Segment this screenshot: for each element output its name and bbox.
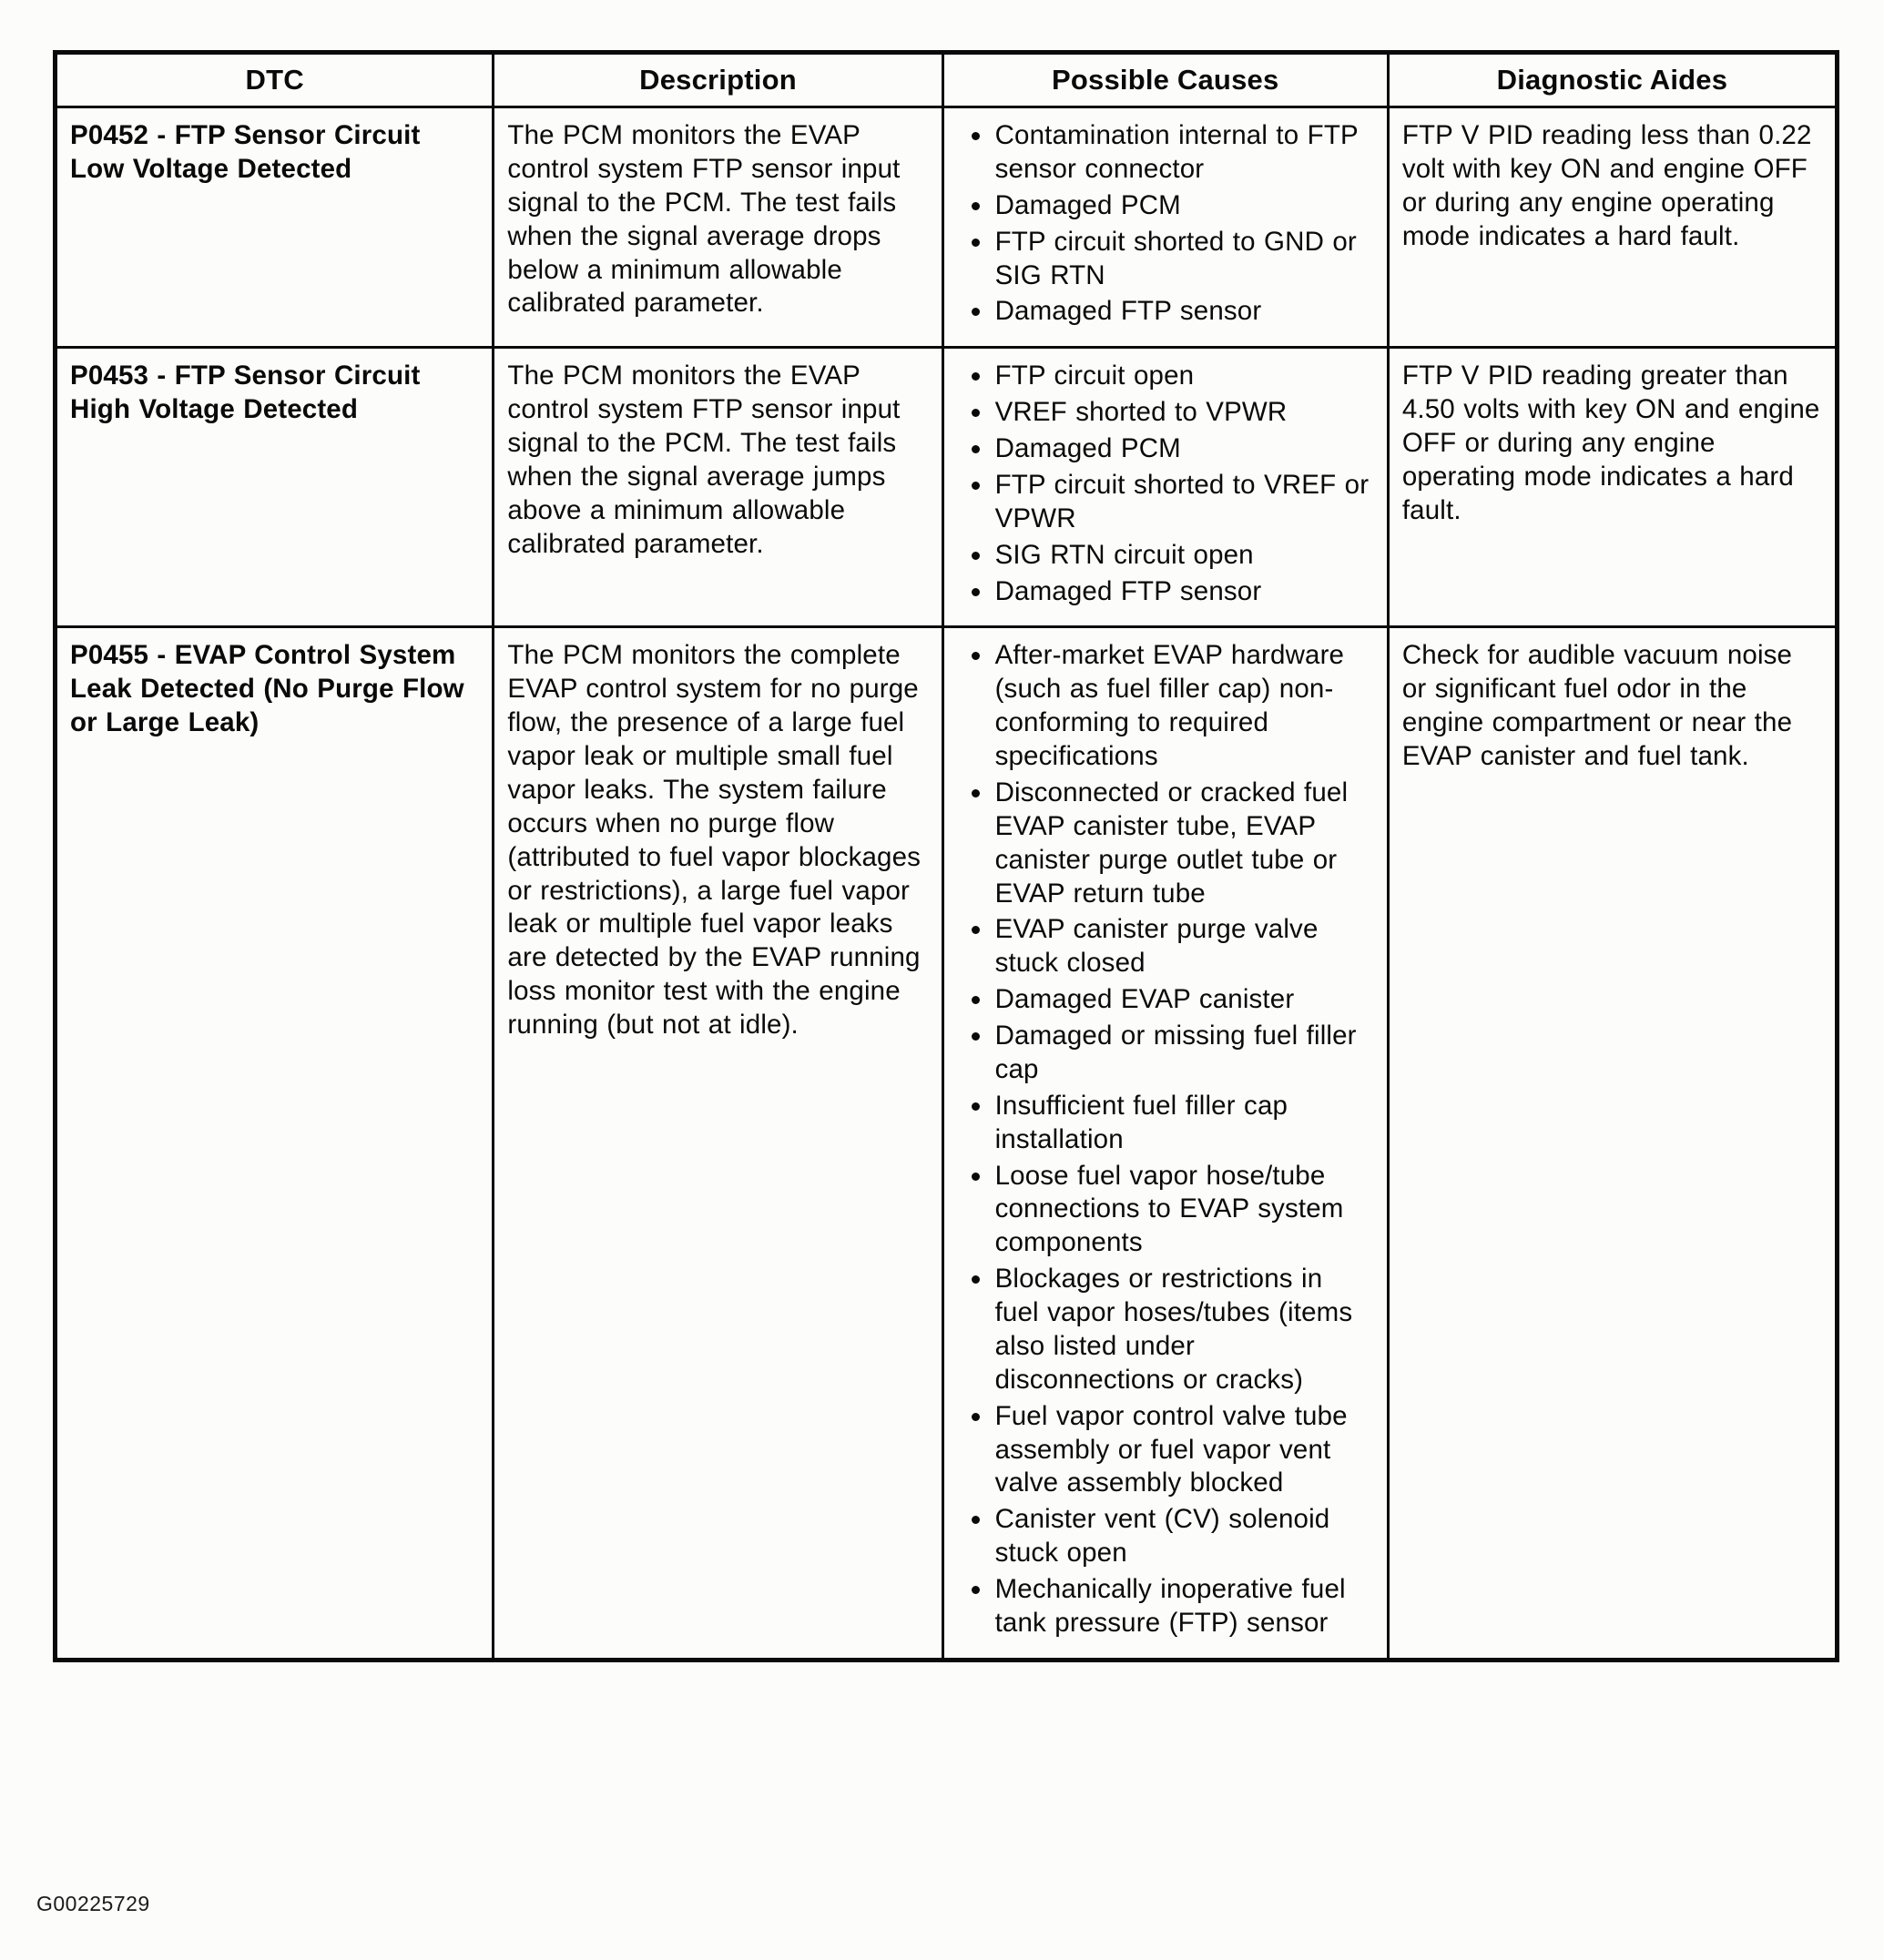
causes-list <box>957 639 1374 1640</box>
description-cell: The PCM monitors the complete EVAP control system for no purge flow, the presence of a large fuel vapor leak or multiple small fuel vapor leaks. The system failure occurs when no purge flow (attributed to fuel vapor blockages or restrictions), a large fuel vapor leak or multiple fuel vapor leaks are detected by the EVAP running loss monitor test with the engine running (but not at idle). <box>494 627 942 1660</box>
aides-cell: Check for audible vacuum noise or significant fuel odor in the engine compartment or near the EVAP canister and fuel tank. <box>1388 627 1837 1660</box>
figure-id: G00225729 <box>36 1892 150 1915</box>
table-row-p0455 <box>56 627 1838 1660</box>
cause-item: • Damaged FTP sensor <box>993 575 1374 609</box>
cause-item: • Damaged PCM <box>993 189 1374 223</box>
cause-item: • Insufficient fuel filler cap installation <box>993 1090 1374 1157</box>
cause-item: • Fuel vapor control valve tube assembly or fuel vapor vent valve assembly blocked <box>993 1400 1374 1501</box>
table-header-possible-causes: Possible Causes <box>942 53 1388 107</box>
causes-cell <box>942 107 1388 348</box>
table-header-description: Description <box>494 53 942 107</box>
table-header-row <box>56 53 1838 107</box>
cause-item: • Damaged FTP sensor <box>993 295 1374 329</box>
cause-item: • FTP circuit shorted to GND or SIG RTN <box>993 226 1374 293</box>
cause-item: • FTP circuit open <box>993 360 1374 393</box>
cause-item: • VREF shorted to VPWR <box>993 396 1374 430</box>
cause-item: • SIG RTN circuit open <box>993 539 1374 573</box>
cause-item: • Loose fuel vapor hose/tube connections to EVAP system components <box>993 1160 1374 1261</box>
description-cell: The PCM monitors the EVAP control system FTP sensor input signal to the PCM. The test fails when the signal average jumps above a minimum allowable calibrated parameter. <box>494 348 942 627</box>
description-cell: The PCM monitors the EVAP control system FTP sensor input signal to the PCM. The test fails when the signal average drops below a minimum allowable calibrated parameter. <box>494 107 942 348</box>
dtc-cell: P0455 - EVAP Control System Leak Detected (No Purge Flow or Large Leak) <box>56 627 494 1660</box>
cause-item: • Damaged PCM <box>993 432 1374 466</box>
table-header-diagnostic-aides: Diagnostic Aides <box>1388 53 1837 107</box>
dtc-cell: P0452 - FTP Sensor Circuit Low Voltage Detected <box>56 107 494 348</box>
cause-item: • After-market EVAP hardware (such as fuel filler cap) non-conforming to required specifications <box>993 639 1374 774</box>
aides-cell: FTP V PID reading greater than 4.50 volts with key ON and engine OFF or during any engine operating mode indicates a hard fault. <box>1388 348 1837 627</box>
dtc-table <box>53 50 1839 1662</box>
aides-cell: FTP V PID reading less than 0.22 volt with key ON and engine OFF or during any engine operating mode indicates a hard fault. <box>1388 107 1837 348</box>
dtc-cell: P0453 - FTP Sensor Circuit High Voltage Detected <box>56 348 494 627</box>
cause-item: • Disconnected or cracked fuel EVAP canister tube, EVAP canister purge outlet tube or EVAP return tube <box>993 777 1374 911</box>
cause-item: • Canister vent (CV) solenoid stuck open <box>993 1503 1374 1570</box>
cause-item: • EVAP canister purge valve stuck closed <box>993 913 1374 980</box>
cause-item: • Damaged or missing fuel filler cap <box>993 1020 1374 1087</box>
table-row-p0452 <box>56 107 1838 348</box>
cause-item: • Damaged EVAP canister <box>993 983 1374 1017</box>
table-row-p0453 <box>56 348 1838 627</box>
table-header-dtc: DTC <box>56 53 494 107</box>
causes-list <box>957 360 1374 608</box>
cause-item: • Mechanically inoperative fuel tank pressure (FTP) sensor <box>993 1573 1374 1640</box>
cause-item: • FTP circuit shorted to VREF or VPWR <box>993 469 1374 536</box>
causes-cell <box>942 348 1388 627</box>
causes-list <box>957 119 1374 329</box>
causes-cell <box>942 627 1388 1660</box>
cause-item: • Contamination internal to FTP sensor connector <box>993 119 1374 187</box>
cause-item: • Blockages or restrictions in fuel vapor hoses/tubes (items also listed under disconnections or cracks) <box>993 1263 1374 1397</box>
